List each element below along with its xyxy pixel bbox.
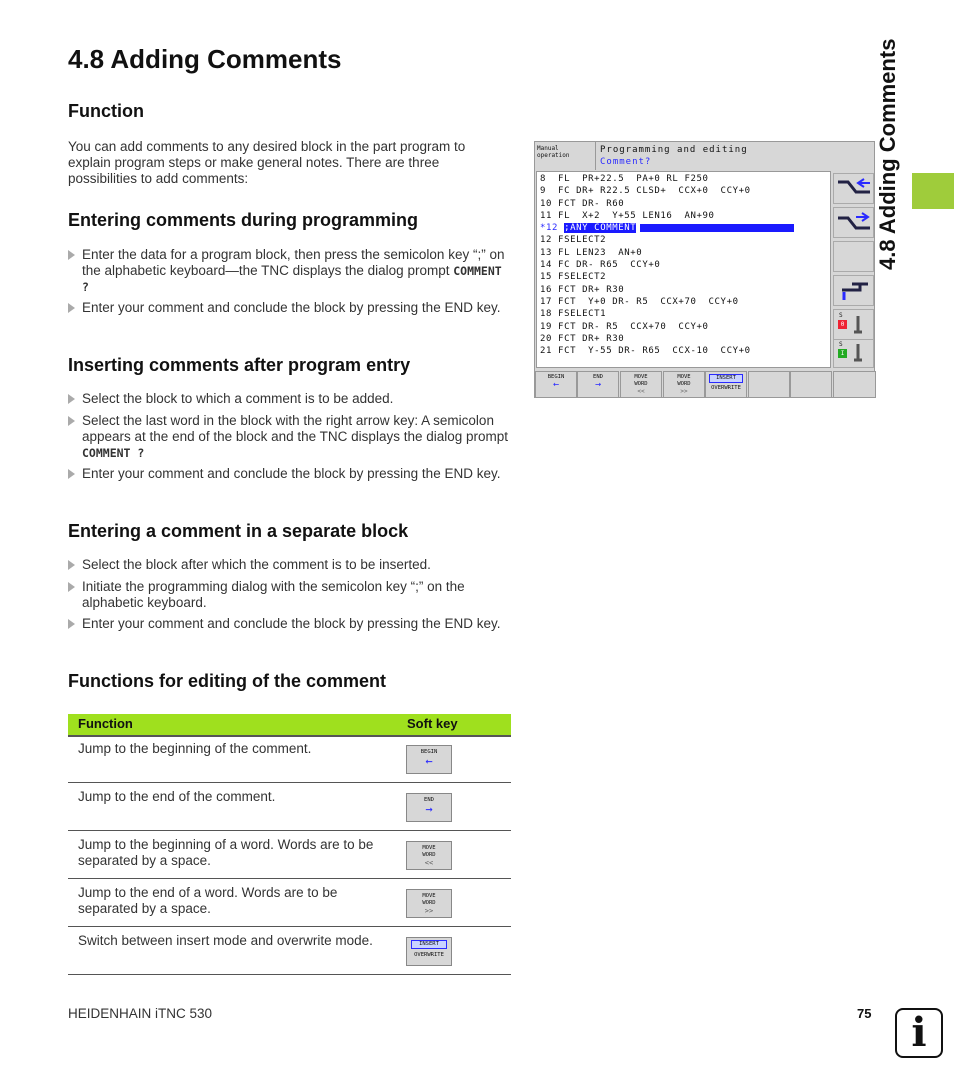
function-text: You can add comments to any desired block in the part program to explain program steps or make general notes. There are three possibilities to add comments: bbox=[68, 139, 466, 186]
contour-arrow-icon bbox=[834, 174, 873, 203]
table-divider bbox=[68, 878, 511, 879]
empty-softkey[interactable] bbox=[748, 371, 790, 398]
bullet-arrow-icon bbox=[68, 394, 75, 404]
table-divider bbox=[68, 974, 511, 975]
contour-arrow-icon bbox=[834, 208, 873, 237]
list-item: Enter the data for a program block, then press the semicolon key “;” on the alphabetic keyboard—the TNC displays the dialog prompt COMMENT ? bbox=[68, 247, 510, 295]
softkey-row bbox=[535, 371, 876, 398]
list-item: Enter your comment and conclude the block by pressing the END key. bbox=[68, 616, 510, 632]
dialog-prompt: COMMENT ? bbox=[82, 446, 145, 460]
page-number: 75 bbox=[857, 1006, 872, 1021]
screen-header: Programming and editing Comment? bbox=[595, 142, 875, 170]
list-item: Enter your comment and conclude the block by pressing the END key. bbox=[68, 466, 510, 482]
program-line: 9 FC DR+ R22.5 CLSD+ CCX+0 CCY+0 bbox=[540, 186, 751, 197]
table-row: Switch between insert mode and overwrite mode. bbox=[78, 933, 373, 948]
comment-highlight: ;ANY COMMENT bbox=[564, 223, 637, 234]
faucet-icon bbox=[834, 276, 873, 305]
begin-softkey[interactable]: BEGIN ← bbox=[535, 371, 577, 398]
table-divider bbox=[68, 926, 511, 927]
list-item: Select the block to which a comment is to be added. bbox=[68, 391, 510, 407]
spindle-start-softkey[interactable]: S I bbox=[833, 339, 874, 368]
arrow-left-icon: ← bbox=[425, 754, 433, 768]
bullet-arrow-icon bbox=[68, 582, 75, 592]
program-line: 16 FCT DR+ R30 bbox=[540, 284, 625, 295]
program-line: 20 FCT DR+ R30 bbox=[540, 333, 625, 344]
page-title: 4.8 Adding Comments bbox=[68, 44, 342, 74]
coolant-softkey[interactable] bbox=[833, 275, 874, 306]
arrow-left-icon: ← bbox=[552, 379, 560, 390]
arrow-right-icon: → bbox=[594, 379, 602, 390]
insert-overwrite-softkey-image: INSERT OVERWRITE bbox=[406, 937, 452, 966]
bullet-arrow-icon bbox=[68, 469, 75, 479]
spindle-icon bbox=[834, 310, 873, 339]
empty-softkey[interactable] bbox=[833, 371, 876, 398]
begin-softkey-image: BEGIN ← bbox=[406, 745, 452, 774]
end-softkey-image: END → bbox=[406, 793, 452, 822]
section-title-function: Function bbox=[68, 101, 144, 121]
program-listing bbox=[536, 171, 831, 368]
spindle-icon bbox=[834, 340, 873, 367]
table-row: Jump to the beginning of the comment. bbox=[78, 741, 312, 756]
list-item: Enter your comment and conclude the block by pressing the END key. bbox=[68, 300, 510, 316]
move-word-right-softkey[interactable]: MOVE WORD >> bbox=[663, 371, 705, 398]
bullet-arrow-icon bbox=[68, 250, 75, 260]
section-title-during: Entering comments during programming bbox=[68, 210, 419, 230]
program-line: 15 FSELECT2 bbox=[540, 272, 607, 283]
program-line: 18 FSELECT1 bbox=[540, 309, 607, 320]
bullet-arrow-icon bbox=[68, 560, 75, 570]
chapter-side-tab bbox=[912, 173, 954, 209]
table-row: Jump to the end of the comment. bbox=[78, 789, 276, 804]
section-title-separate: Entering a comment in a separate block bbox=[68, 521, 409, 541]
program-line: 19 FCT DR- R5 CCX+70 CCY+0 bbox=[540, 321, 709, 332]
arrow-right-icon: → bbox=[425, 802, 433, 816]
spindle-stop-softkey[interactable]: S 0 bbox=[833, 309, 874, 340]
program-line: 13 FL LEN23 AN+0 bbox=[540, 247, 643, 258]
section-title-editing: Functions for editing of the comment bbox=[68, 671, 386, 691]
program-line: 14 FC DR- R65 CCY+0 bbox=[540, 260, 661, 271]
empty-softkey[interactable] bbox=[833, 241, 874, 272]
program-line: 17 FCT Y+0 DR- R5 CCX+70 CCY+0 bbox=[540, 296, 739, 307]
contour-left-softkey[interactable] bbox=[833, 173, 874, 204]
table-divider bbox=[68, 735, 511, 737]
end-softkey[interactable]: END → bbox=[577, 371, 619, 398]
operating-mode: Manual operation bbox=[537, 145, 570, 159]
program-line: 10 FCT DR- R60 bbox=[540, 198, 625, 209]
dialog-prompt: COMMENT ? bbox=[82, 264, 502, 294]
section-title-after: Inserting comments after program entry bbox=[68, 355, 411, 375]
list-item: Initiate the programming dialog with the semicolon key “;” on the alphabetic keyboard. bbox=[68, 579, 510, 611]
table-header: Function Soft key bbox=[68, 714, 511, 735]
table-divider bbox=[68, 782, 511, 783]
move-word-left-softkey-image: MOVE WORD << bbox=[406, 841, 452, 870]
program-line: 8 FL PR+22.5 PA+0 RL F250 bbox=[540, 174, 709, 184]
vertical-softkeys bbox=[833, 171, 874, 368]
tnc-screenshot bbox=[534, 141, 875, 398]
move-word-left-softkey[interactable]: MOVE WORD << bbox=[620, 371, 662, 398]
move-word-right-softkey-image: MOVE WORD >> bbox=[406, 889, 452, 918]
table-row: Jump to the end of a word. Words are to be separated by a space. bbox=[78, 885, 338, 916]
insert-overwrite-softkey[interactable]: INSERT OVERWRITE bbox=[705, 371, 747, 398]
table-row: Jump to the beginning of a word. Words are to be separated by a space. bbox=[78, 837, 374, 868]
empty-softkey[interactable] bbox=[790, 371, 832, 398]
program-line: 21 FCT Y-55 DR- R65 CCX-10 CCY+0 bbox=[540, 346, 751, 357]
list-item: Select the block after which the comment is to be inserted. bbox=[68, 557, 510, 573]
info-icon: i bbox=[895, 1008, 943, 1058]
bullet-arrow-icon bbox=[68, 619, 75, 629]
footer-product: HEIDENHAIN iTNC 530 bbox=[68, 1006, 213, 1021]
table-divider bbox=[68, 830, 511, 831]
program-line: 11 FL X+2 Y+55 LEN16 AN+90 bbox=[540, 210, 715, 221]
contour-right-softkey[interactable] bbox=[833, 207, 874, 238]
bullet-arrow-icon bbox=[68, 416, 75, 426]
bullet-arrow-icon bbox=[68, 303, 75, 313]
program-line: 12 FSELECT2 bbox=[540, 235, 607, 246]
cursor-line: *12 ;ANY COMMENT bbox=[540, 222, 827, 234]
list-item: Select the last word in the block with the right arrow key: A semicolon appears at the end of the block and the TNC displays the dialog prompt COMMENT ? bbox=[68, 413, 510, 461]
input-cursor-bar bbox=[640, 224, 794, 232]
